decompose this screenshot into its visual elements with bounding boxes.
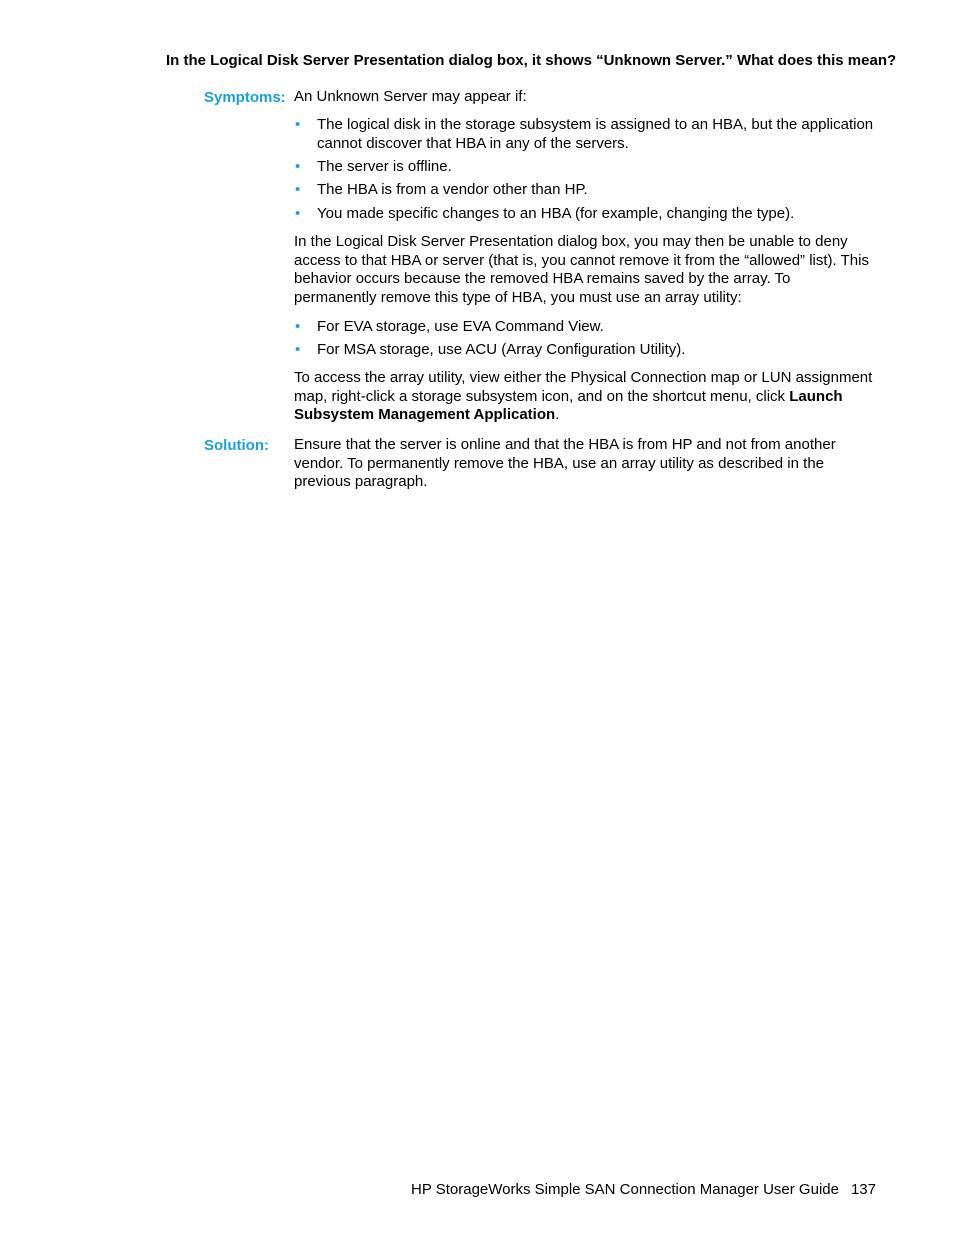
menu-command: Launch Subsystem Management Application [294, 387, 843, 424]
symptoms-list [294, 116, 876, 228]
utility-list [294, 318, 876, 365]
page-number: 137 [850, 1181, 876, 1198]
bullet-icon: • [295, 341, 301, 359]
solution-label: Solution: [204, 437, 269, 454]
list-item: • The server is offline. [295, 158, 452, 175]
bullet-icon: • [295, 318, 301, 335]
bullet-icon: • [295, 116, 301, 133]
symptoms-paragraph: In the Logical Disk Server Presentation dialog box, you may then be unable to deny access to that HBA or server (that is, you cannot remove it from the “allowed” list). This behavior occurs because the removed HBA remains saved by the array. To permanently remove this type of HBA, you must use an array utility: [294, 233, 869, 307]
list-item: • The logical disk in the storage subsystem is assigned to an HBA, but the application cannot discover that HBA in any of the servers. [295, 116, 874, 152]
bullet-icon: • [295, 204, 301, 222]
list-item: • For EVA storage, use EVA Command View. [295, 318, 604, 335]
bullet-icon: • [295, 181, 301, 199]
footer-title: HP StorageWorks Simple SAN Connection Manager User Guide [410, 1181, 839, 1198]
symptoms-intro: An Unknown Server may appear if: [294, 88, 527, 105]
page-footer [411, 1180, 876, 1199]
question-heading: In the Logical Disk Server Presentation dialog box, it shows “Unknown Server.” What does this mean? [166, 52, 897, 69]
symptoms-label: Symptoms: [204, 89, 286, 106]
list-item: • You made specific changes to an HBA (for example, changing the type). [295, 204, 795, 222]
list-item: • For MSA storage, use ACU (Array Configuration Utility). [295, 341, 686, 359]
list-item: • The HBA is from a vendor other than HP. [295, 181, 588, 199]
solution-text: Ensure that the server is online and that the HBA is from HP and not from another vendor. To permanently remove the HBA, use an array utility as described in the previous paragraph. [294, 436, 836, 491]
bullet-icon: • [295, 158, 301, 175]
access-paragraph: To access the array utility, view either the Physical Connection map or LUN assignment map, right-click a storage subsystem icon, and on the shortcut menu, click Launch Subsystem Management Application. [294, 369, 873, 424]
